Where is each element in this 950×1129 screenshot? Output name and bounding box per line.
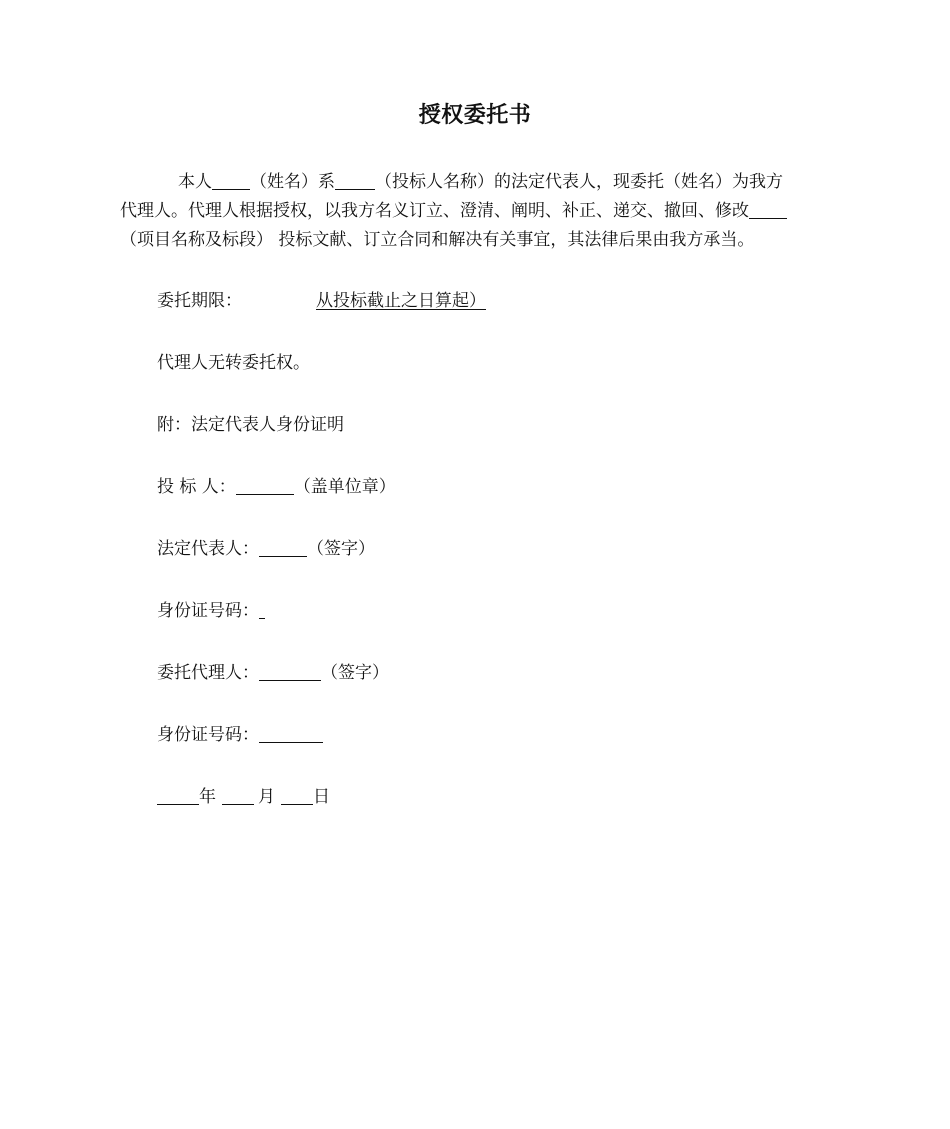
- legal-rep-label: 法定代表人：: [157, 539, 259, 559]
- agent-blank: [259, 663, 321, 681]
- day-blank: [281, 787, 313, 805]
- date-line: [157, 785, 330, 809]
- legal-rep-line: [157, 537, 375, 561]
- month-label: 月: [258, 787, 275, 807]
- id-number-blank-2: [259, 725, 323, 743]
- id-number-label-1: 身份证号码：: [157, 601, 259, 621]
- agent-line: [157, 661, 389, 685]
- agent-suffix: （签字）: [321, 663, 389, 683]
- bidder-suffix: （盖单位章）: [293, 477, 396, 497]
- id-number-blank-1: [259, 601, 265, 619]
- paragraph-text-1b: （姓名）系: [250, 172, 335, 192]
- id-number-line-1: [157, 599, 265, 623]
- id-number-label-2: 身份证号码：: [157, 725, 259, 745]
- no-transfer-line: 代理人无转委托权。: [157, 353, 310, 373]
- legal-rep-blank: [259, 539, 307, 557]
- paragraph-text-3: （项目名称及标段） 投标文献、订立合同和解决有关事宜，其法律后果由我方承当。: [120, 230, 755, 250]
- paragraph-line-1: [120, 168, 830, 197]
- term-value: 从投标截止之日算起）: [316, 291, 486, 311]
- month-blank: [222, 787, 254, 805]
- document-title: 授权委托书: [418, 103, 532, 128]
- authorization-paragraph: [120, 168, 830, 255]
- project-blank: [749, 201, 787, 219]
- term-line: [157, 289, 494, 313]
- day-label: 日: [313, 787, 330, 807]
- paragraph-line-3: [120, 226, 830, 255]
- bidder-name-blank: [335, 172, 375, 190]
- id-number-line-2: [157, 723, 323, 747]
- paragraph-text-1a: 本人: [178, 172, 212, 192]
- attachment-line: 附：法定代表人身份证明: [157, 415, 344, 435]
- bidder-blank: [236, 477, 294, 495]
- legal-rep-suffix: （签字）: [307, 539, 375, 559]
- year-label: 年: [199, 787, 216, 807]
- paragraph-text-1c: （投标人名称）的法定代表人，现委托（姓名）为我方: [375, 172, 783, 192]
- term-label: 委托期限：: [157, 291, 242, 311]
- agent-label: 委托代理人：: [157, 663, 259, 683]
- bidder-label: 投 标 人：: [157, 477, 236, 497]
- paragraph-line-2: [120, 197, 830, 226]
- paragraph-text-2a: 代理人。代理人根据授权，以我方名义订立、澄清、阐明、补正、递交、撤回、修改: [120, 201, 749, 221]
- bidder-line: [157, 475, 396, 499]
- name-blank: [212, 172, 250, 190]
- year-blank: [157, 787, 199, 805]
